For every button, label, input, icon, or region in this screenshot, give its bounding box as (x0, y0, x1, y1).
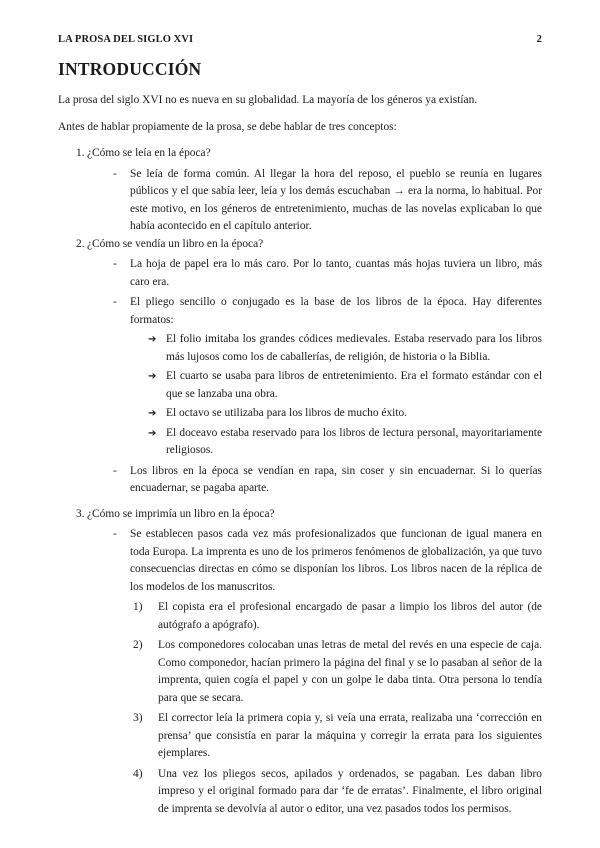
step-number: 3) (133, 712, 143, 724)
concept-list (58, 145, 542, 818)
item-number: 2. (76, 237, 85, 250)
format-item (148, 368, 542, 403)
question-text: ¿Cómo se vendía un libro en la época? (87, 237, 264, 250)
intro-paragraph: La prosa del siglo XVI no es nueva en su globalidad. La mayoría de los géneros ya existían. (58, 94, 478, 106)
format-item (148, 405, 542, 423)
dash-item-text: Se establecen pasos cada vez más profesionalizados que funcionan de igual manera en toda Europa. La imprenta es uno de los primeros fenómenos de globalización, ya que tuvo consecuencias directas en cómo se disponían los libros. Los libros nacen de la réplica de los modelos de los manuscritos. (130, 528, 542, 593)
dash-item (87, 256, 542, 291)
dash-marker: - (113, 167, 117, 180)
printing-step (130, 766, 542, 819)
format-item (148, 425, 542, 460)
dash-item (87, 526, 542, 818)
format-item (148, 331, 542, 366)
format-item-text: El folio imitaba los grandes códices medievales. Estaba reservado para los libros más lujosos como los de caballerías, de religión, de historia o la Biblia. (166, 333, 542, 363)
printing-step (130, 710, 542, 763)
dash-item-text: Los libros en la época se vendían en rapa, sin coser y sin encuadernar. Si lo querías encuadernar, se pagaba aparte. (130, 464, 542, 494)
dash-marker: - (113, 464, 117, 477)
dash-list (87, 166, 542, 236)
dash-item-text: El pliego sencillo o conjugado es la base de los libros de la época. Hay diferentes formatos: (130, 296, 542, 326)
format-item-text: El cuarto se usaba para libros de entretenimiento. Era el formato estándar con el que se lanzaba una obra. (166, 370, 542, 400)
header-title: LA PROSA DEL SIGLO XVI (58, 34, 194, 45)
question-text: ¿Cómo se leía en la época? (87, 147, 211, 159)
concept-item (58, 506, 542, 819)
arrow-icon: ➔ (148, 334, 157, 345)
dash-marker: - (113, 296, 117, 308)
question-text: ¿Cómo se imprimía un libro en la época? (87, 507, 275, 520)
step-number: 4) (133, 767, 143, 780)
arrow-icon: ➔ (148, 427, 157, 439)
step-text: Los componedores colocaban unas letras de metal del revés en una especie de caja. Como componedor, hacían primero la página del final y se lo pasaban al señor de la imprenta, quien cogía el papel y con un golpe le daba tinta. Otra persona lo tendía para que se secara. (158, 639, 542, 704)
format-item-text: El doceavo estaba reservado para los libros de lectura personal, mayoritariamente religiosos. (166, 426, 542, 456)
arrow-icon: ➔ (148, 371, 157, 382)
dash-item-text: La hoja de papel era lo más caro. Por lo tanto, cuantas más hojas tuviera un libro, más caro era. (130, 258, 542, 288)
dash-marker: - (113, 258, 117, 270)
concepts-paragraph: Antes de hablar propiamente de la prosa, se debe hablar de tres conceptos: (58, 120, 397, 133)
step-text: El corrector leía la primera copia y, si veía una errata, realizaba una ‘corrección en prensa’ que consistía en parar la máquina y corregir la errata para los siguientes ejemplares. (158, 712, 542, 759)
format-item-text: El octavo se utilizaba para los libros de mucho éxito. (166, 407, 408, 419)
arrow-icon: ➔ (148, 408, 157, 419)
step-text: El copista era el profesional encargado de pasar a limpio los libros del autor (de autógrafo a apógrafo). (158, 601, 542, 631)
dash-marker: - (113, 528, 117, 540)
step-number: 2) (133, 639, 143, 651)
concept-item (58, 145, 542, 236)
dash-item (87, 166, 542, 236)
printing-step (130, 599, 542, 634)
section-heading: INTRODUCCIÓN (58, 59, 202, 79)
step-number: 1) (133, 601, 143, 613)
format-list (130, 331, 542, 460)
dash-item-text: Se leía de forma común. Al llegar la hora del reposo, el pueblo se reunía en lugares públicos y el que sabía leer, leía y los demás escuchaban → era la norma, lo habitual. Por este motivo, en los géneros de entretenimiento, muchas de las novelas explicaban lo que había acontecido en el capítulo anterior. (130, 167, 542, 232)
dash-item (87, 463, 542, 498)
dash-item (87, 294, 542, 460)
step-text: Una vez los pliegos secos, apilados y ordenados, se pagaban. Les daban libro impreso y el original formado para dar ‘fe de erratas’. Finalmente, el libro original de imprenta se devolvía al autor o editor, una vez pasados todos los permisos. (158, 767, 542, 815)
page-number: 2 (536, 34, 542, 45)
printing-steps-list (130, 599, 542, 818)
concept-item (58, 236, 542, 498)
item-number: 1. (76, 147, 85, 159)
item-number: 3. (76, 507, 85, 520)
running-header (58, 34, 542, 45)
printing-step (130, 637, 542, 707)
dash-list (87, 256, 542, 498)
dash-list (87, 526, 542, 818)
